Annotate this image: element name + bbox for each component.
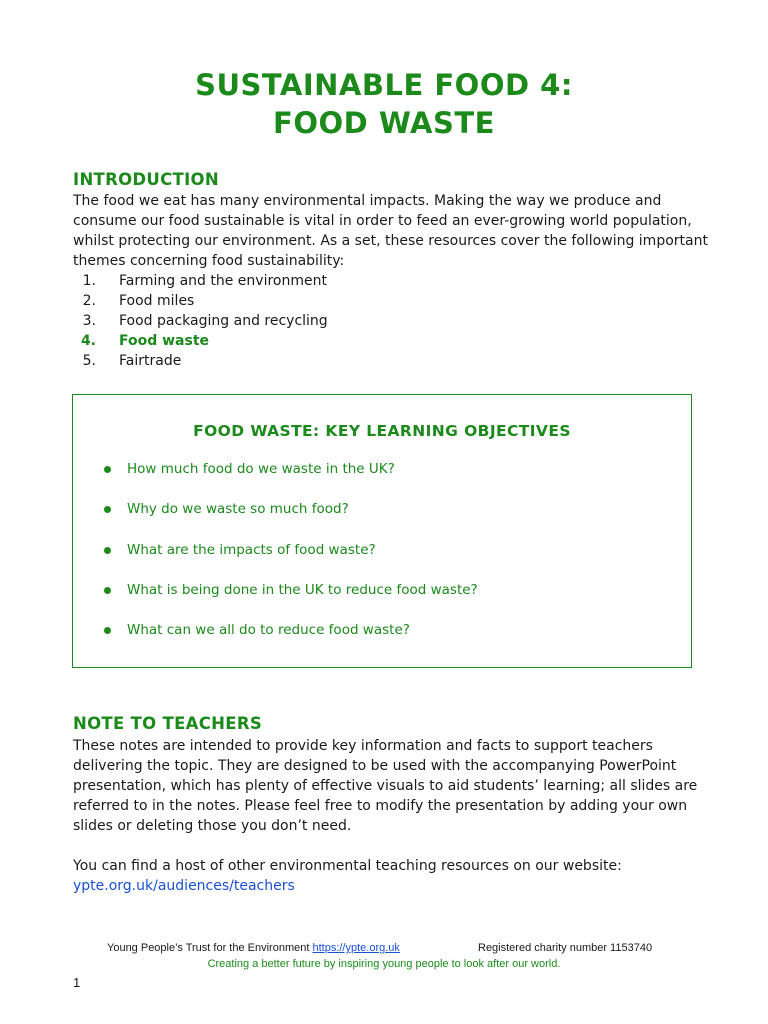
title-line-2: FOOD WASTE (273, 106, 495, 140)
objective-item: What are the impacts of food waste? (104, 540, 478, 580)
theme-item-current: 4. Food waste (80, 333, 210, 349)
theme-item: 5. Fairtrade (82, 353, 182, 369)
objective-item: What is being done in the UK to reduce food waste? (104, 580, 478, 620)
themes-list (73, 271, 328, 371)
introduction-heading: INTRODUCTION (73, 170, 219, 189)
bullet-icon (104, 587, 111, 594)
website-paragraph: You can find a host of other environmental teaching resources on our website: ypte.org.uk/audiences/teachers (73, 858, 622, 894)
title-line-1: SUSTAINABLE FOOD 4: (195, 68, 573, 102)
theme-item: 3. Food packaging and recycling (82, 313, 328, 329)
objective-item: Why do we waste so much food? (104, 499, 478, 539)
bullet-icon (104, 466, 111, 473)
footer-org-name: Young People’s Trust for the Environment (107, 942, 313, 954)
theme-item: 1. Farming and the environment (82, 273, 327, 289)
document-title (0, 66, 768, 142)
page-number: 1 (73, 975, 81, 990)
bullet-icon (104, 627, 111, 634)
teachers-website-link[interactable]: ypte.org.uk/audiences/teachers (73, 878, 295, 894)
introduction-paragraph: The food we eat has many environmental impacts. Making the way we produce and consume our food sustainable is vital in order to feed an ever-growing world population, whilst protecting our environment. As a set, these resources cover the following important themes concerning food sustainability: (73, 193, 708, 269)
teachers-paragraph: These notes are intended to provide key information and facts to support teachers delivering the topic. They are designed to be used with the accompanying PowerPoint presentation, which has plenty of effective visuals to aid students’ learning; all slides are referred to in the notes. Please feel free to modify the presentation by adding your own slides or deleting those you don’t need. (73, 738, 698, 834)
footer-charity-number: Registered charity number 1153740 (478, 942, 653, 954)
bullet-icon (104, 547, 111, 554)
theme-item: 2. Food miles (82, 293, 195, 309)
footer-tagline: Creating a better future by inspiring young people to look after our world. (207, 958, 561, 970)
footer-org-line (107, 942, 653, 954)
footer-url-link[interactable]: https://ypte.org.uk (312, 942, 400, 954)
objective-item: What can we all do to reduce food waste? (104, 620, 478, 660)
objectives-list (104, 459, 478, 660)
teachers-heading: NOTE TO TEACHERS (73, 714, 263, 733)
objective-item: How much food do we waste in the UK? (104, 459, 478, 499)
learning-objectives-box (72, 394, 692, 668)
objectives-heading: FOOD WASTE: KEY LEARNING OBJECTIVES (193, 422, 571, 440)
bullet-icon (104, 506, 111, 513)
